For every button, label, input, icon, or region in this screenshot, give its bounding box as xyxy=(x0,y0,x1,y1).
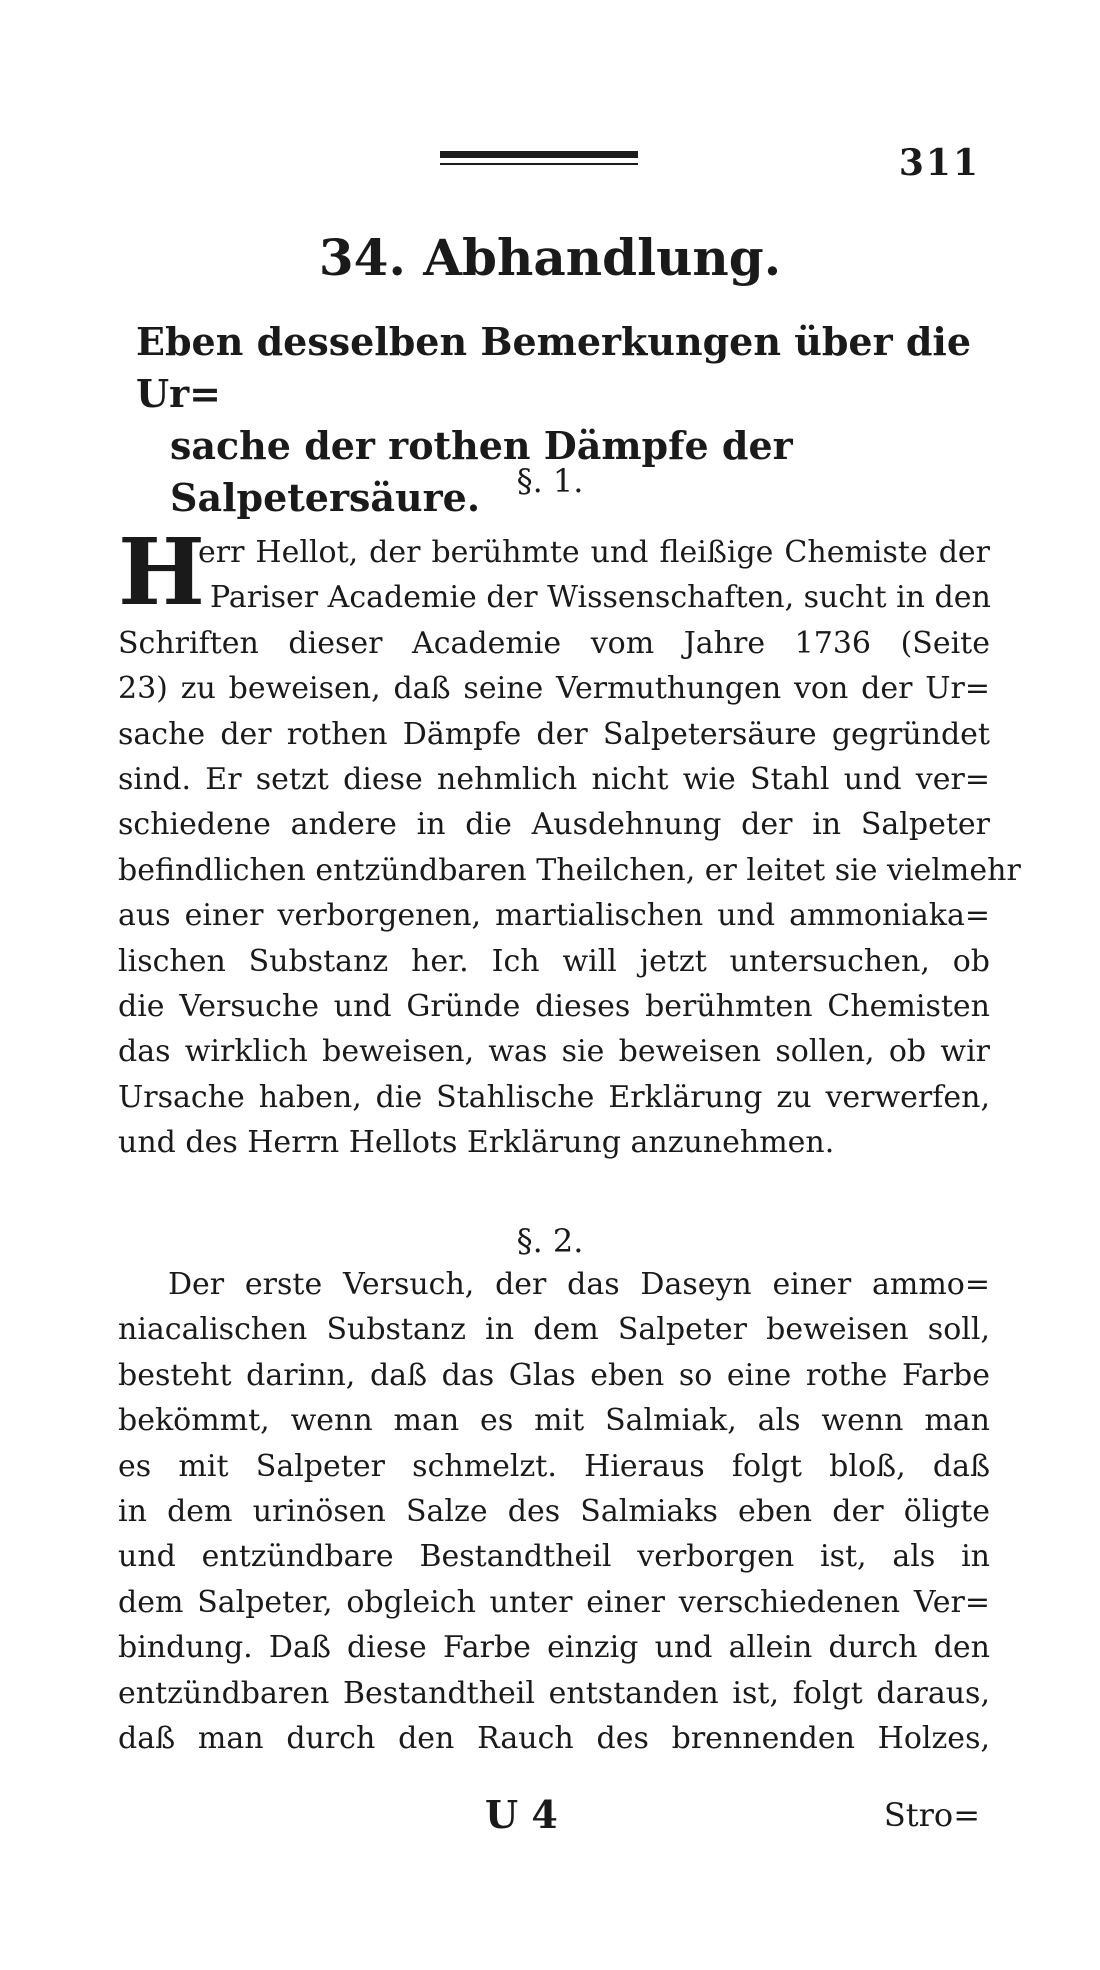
text-line: 23) zu beweisen, daß seine Vermuthungen von der Ur= xyxy=(118,671,990,707)
chapter-heading: 34. Abhandlung. xyxy=(318,228,782,287)
text-line: err Hellot, der berühmte und fleißige Chemiste der xyxy=(198,535,990,570)
text-line: besteht darinn, daß das Glas eben so eine rothe Farbe xyxy=(118,1357,990,1393)
text-line: bindung. Daß diese Farbe einzig und allein durch den xyxy=(118,1630,990,1666)
page-number: 311 xyxy=(898,142,980,184)
paragraph-1 xyxy=(118,530,1021,1166)
text-line: dem Salpeter, obgleich unter einer verschiedenen Ver= xyxy=(118,1584,990,1620)
drop-cap: H xyxy=(118,518,205,626)
text-line: Pariser Academie der Wissenschaften, sucht in den xyxy=(210,580,991,616)
text-line: Schriften dieser Academie vom Jahre 1736 (Seite xyxy=(118,625,990,661)
text-line: aus einer verborgenen, martialischen und ammoniaka= xyxy=(118,898,990,934)
text-line: bekömmt, wenn man es mit Salmiak, als wenn man xyxy=(118,1403,990,1439)
text-line: Der erste Versuch, der das Daseyn einer ammo= xyxy=(168,1267,990,1302)
subtitle-line: sache der rothen Dämpfe der Salpetersäure. xyxy=(170,423,793,520)
text-line: und entzündbare Bestandtheil verborgen ist, als in xyxy=(118,1539,990,1575)
text-line: Ursache haben, die Stahlische Erklärung zu verwerfen, xyxy=(118,1079,990,1115)
text-line: das wirklich beweisen, was sie beweisen sollen, ob wir xyxy=(118,1034,990,1070)
text-line: die Versuche und Gründe dieses berühmten Chemisten xyxy=(118,989,990,1025)
text-line: sache der rothen Dämpfe der Salpetersäure gegründet xyxy=(118,716,990,752)
text-line: daß man durch den Rauch des brennenden Holzes, xyxy=(118,1721,990,1757)
section-mark-1: §. 1. xyxy=(516,462,584,500)
text-line: niacalischen Substanz in dem Salpeter beweisen soll, xyxy=(118,1312,990,1348)
subtitle-line: Eben desselben Bemerkungen über die Ur= xyxy=(136,319,972,416)
text-line: befindlichen entzündbaren Theilchen, er leitet sie vielmehr xyxy=(118,852,1021,888)
text-line: es mit Salpeter schmelzt. Hieraus folgt bloß, daß xyxy=(118,1448,990,1484)
text-line: schiedene andere in die Ausdehnung der in Salpeter xyxy=(118,807,990,843)
text-line: und des Herrn Hellots Erklärung anzunehmen. xyxy=(118,1125,835,1161)
catchword: Stro= xyxy=(883,1796,980,1834)
paragraph-2 xyxy=(118,1262,990,1761)
text-line: entzündbaren Bestandtheil entstanden ist, folgt daraus, xyxy=(118,1675,990,1711)
section-mark-2: §. 2. xyxy=(516,1222,584,1260)
text-line: sind. Er setzt diese nehmlich nicht wie Stahl und ver= xyxy=(118,762,990,798)
signature-mark: U 4 xyxy=(485,1792,558,1837)
text-line: in dem urinösen Salze des Salmiaks eben der öligte xyxy=(118,1494,990,1530)
text-line: lischen Substanz her. Ich will jetzt untersuchen, ob xyxy=(118,943,990,979)
header-rule xyxy=(440,151,638,165)
